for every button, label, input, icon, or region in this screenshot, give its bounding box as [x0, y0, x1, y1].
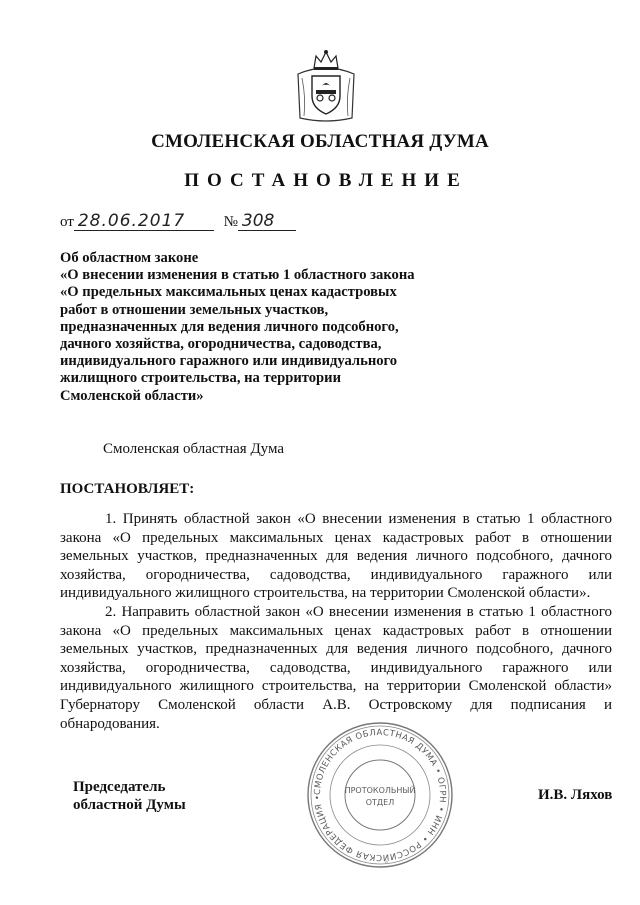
signatory-title-line: Председатель	[73, 779, 166, 795]
subject-line: жилищного строительства, на территории	[60, 370, 341, 387]
official-stamp	[306, 721, 454, 869]
document-subject	[60, 250, 440, 405]
signatory-name: И.В. Ляхов	[538, 787, 613, 803]
paragraph-text: 2. Направить областной закон «О внесении изменения в статью 1 областного закона «О предельных максимальных ценах кадастровых работ в отношении земельных участков, предназначенных для ведения личного подсобного, дачного хозяйства, огородничества, садоводства, индивидуального гаражного или индивидуального жилищного строительства, на территории Смоленской области» Губернатору Смоленской области А.В. Островскому для подписания и обнародования.	[60, 604, 612, 732]
signatory-title	[73, 778, 186, 814]
subject-line: «О предельных максимальных ценах кадастровых	[60, 284, 397, 301]
paragraph-text: 1. Принять областной закон «О внесении изменения в статью 1 областного закона «О предельных максимальных ценах кадастровых работ в отношении земельных участков, предназначенных для ведения личного подсобного, дачного хозяйства, огородничества, садоводства, индивидуального гаражного или индивидуального жилищного строительства, на территории Смоленской области».	[60, 511, 612, 602]
stamp-center-line-2: ОТДЕЛ	[365, 798, 395, 807]
coat-of-arms-icon	[292, 48, 360, 124]
number-sign: №	[223, 214, 238, 230]
resolves-heading: ПОСТАНОВЛЯЕТ:	[60, 481, 195, 497]
document-type-title: ПОСТАНОВЛЕНИЕ	[184, 170, 468, 191]
subject-line: «О внесении изменения в статью 1 областного закона	[60, 267, 415, 284]
subject-line: дачного хозяйства, огородничества, садоводства,	[60, 336, 382, 353]
document-number: 308	[238, 212, 296, 231]
resolution-paragraph-2	[60, 603, 612, 733]
subject-line: Об областном законе	[60, 250, 199, 266]
svg-text:СМОЛЕНСКАЯ ОБЛАСТНАЯ ДУМА • ОГ	[313, 728, 447, 864]
resolution-paragraph-1	[60, 510, 612, 603]
document-date: 28.06.2017	[74, 212, 214, 231]
subject-line: предназначенных для ведения личного подсобного,	[60, 318, 399, 335]
issuer-line: Смоленская областная Дума	[103, 441, 285, 457]
subject-line: Смоленской области»	[60, 387, 204, 404]
stamp-ring-text: СМОЛЕНСКАЯ ОБЛАСТНАЯ ДУМА • ОГРН • ИНН • РОССИЙСКАЯ ФЕДЕРАЦИЯ •	[312, 727, 448, 863]
date-number-line	[60, 212, 296, 231]
stamp-center-line-1: ПРОТОКОЛЬНЫЙ	[344, 786, 416, 795]
subject-line: работ в отношении земельных участков,	[60, 301, 329, 318]
subject-line: индивидуального гаражного или индивидуального	[60, 353, 398, 370]
signatory-title-line: областной Думы	[73, 797, 186, 813]
organization-title: СМОЛЕНСКАЯ ОБЛАСТНАЯ ДУМА	[151, 131, 489, 152]
date-prefix: от	[60, 214, 74, 230]
